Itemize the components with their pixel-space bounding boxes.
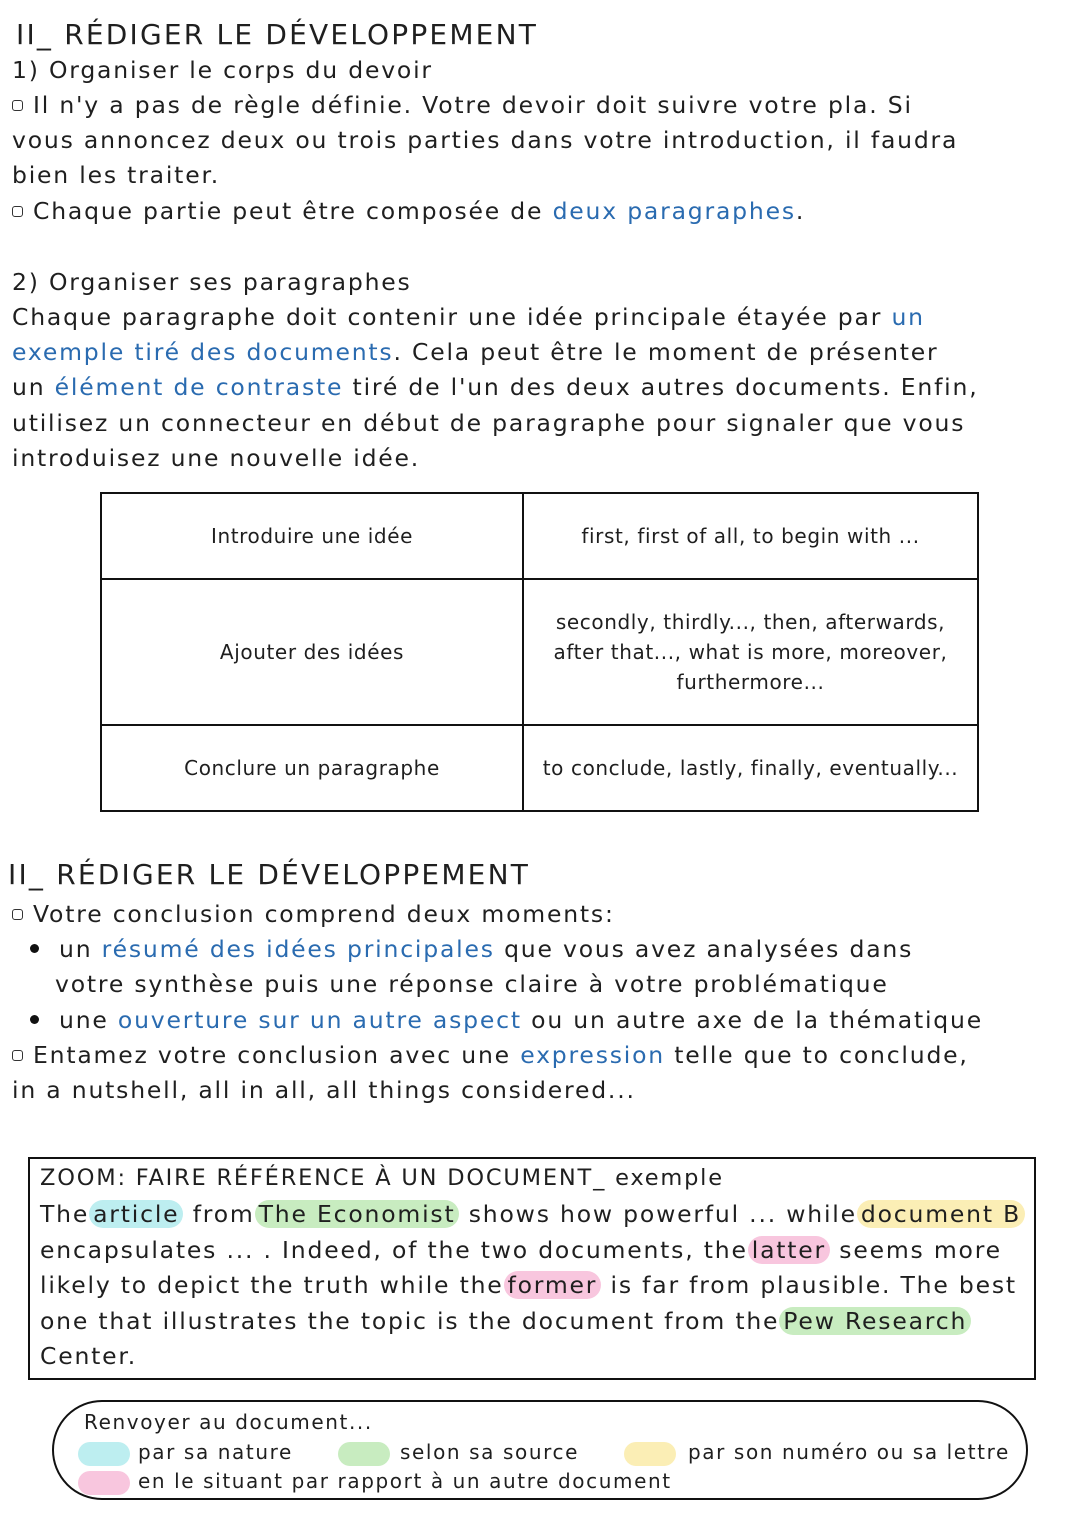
emphasis: résumé des idées principales — [101, 935, 495, 963]
bullet-icon — [12, 909, 23, 920]
list-item: un résumé des idées principales que vous avez analysées dans — [30, 935, 913, 963]
legend-label: en le situant par rapport à un autre document — [138, 1469, 672, 1493]
section2-title: II_ RÉDIGER LE DÉVELOPPEMENT — [8, 858, 531, 891]
highlight-source: The Economist — [255, 1200, 460, 1228]
table-cell-connectors: secondly, thirdly..., then, afterwards, after that..., what is more, moreover, furthermore... — [523, 579, 978, 725]
sub-heading-paragraphes: 2) Organiser ses paragraphes — [12, 268, 412, 296]
table-row — [101, 725, 978, 811]
highlight-source: Pew Research — [779, 1307, 971, 1335]
connector-table — [100, 492, 979, 812]
text-line: bien les traiter. — [12, 161, 221, 189]
text-line: utilisez un connecteur en début de paragraphe pour signaler que vous — [12, 409, 966, 437]
bullet-icon — [12, 1050, 23, 1061]
table-cell-label: Introduire une idée — [101, 493, 523, 579]
legend-label: selon sa source — [400, 1440, 579, 1464]
bullet-icon — [12, 206, 23, 217]
text-line: votre synthèse puis une réponse claire à votre problématique — [55, 970, 889, 998]
text-line: exemple tiré des documents. Cela peut être le moment de présenter — [12, 338, 939, 366]
text-line: The article from The Economist shows how powerful ... while document B — [40, 1200, 1025, 1228]
legend-title: Renvoyer au document... — [84, 1410, 373, 1434]
emphasis: un — [891, 303, 925, 331]
text-line: likely to depict the truth while the former is far from plausible. The best — [40, 1271, 1017, 1299]
emphasis: ouverture sur un autre aspect — [117, 1006, 522, 1034]
text-line: un élément de contraste tiré de l'un des deux autres documents. Enfin, — [12, 373, 979, 401]
highlight-nature: article — [89, 1200, 183, 1228]
bullet-dot-icon — [30, 1015, 39, 1024]
table-cell-label: Ajouter des idées — [101, 579, 523, 725]
table-cell-connectors: to conclude, lastly, finally, eventually... — [523, 725, 978, 811]
bullet-icon — [12, 100, 23, 111]
bullet-line: Entamez votre conclusion avec une expression telle que to conclude, — [12, 1041, 969, 1069]
highlight-relative: latter — [748, 1236, 830, 1264]
emphasis: élément de contraste — [54, 373, 344, 401]
text-line: encapsulates ... . Indeed, of the two documents, the latter seems more — [40, 1236, 1002, 1264]
list-item: une ouverture sur un autre aspect ou un autre axe de la thématique — [30, 1006, 983, 1034]
legend-swatch-yellow — [624, 1442, 676, 1466]
section1-title: II_ RÉDIGER LE DÉVELOPPEMENT — [16, 18, 539, 51]
text-line: Chaque paragraphe doit contenir une idée principale étayée par un — [12, 303, 925, 331]
highlight-number: document B — [857, 1200, 1025, 1228]
legend-swatch-green — [338, 1442, 390, 1466]
legend-label: par son numéro ou sa lettre — [688, 1440, 1010, 1464]
zoom-example-box — [28, 1157, 1036, 1380]
table-cell-label: Conclure un paragraphe — [101, 725, 523, 811]
text-line: in a nutshell, all in all, all things considered... — [12, 1076, 636, 1104]
emphasis: deux paragraphes — [552, 197, 796, 225]
table-row — [101, 579, 978, 725]
bullet-dot-icon — [30, 944, 39, 953]
text-line: Center. — [40, 1342, 138, 1370]
bullet-line: Votre conclusion comprend deux moments: — [12, 900, 615, 928]
text-line: one that illustrates the topic is the document from the Pew Research — [40, 1307, 971, 1335]
legend-box — [52, 1400, 1028, 1500]
bullet-line: Chaque partie peut être composée de deux paragraphes. — [12, 197, 805, 225]
legend-label: par sa nature — [138, 1440, 293, 1464]
legend-swatch-cyan — [78, 1442, 130, 1466]
bullet-line: Il n'y a pas de règle définie. Votre devoir doit suivre votre pla. Si — [12, 91, 913, 119]
emphasis: exemple tiré des documents — [12, 338, 394, 366]
legend-swatch-pink — [78, 1471, 130, 1495]
table-row — [101, 493, 978, 579]
highlight-relative: former — [504, 1271, 602, 1299]
text-line: vous annoncez deux ou trois parties dans votre introduction, il faudra — [12, 126, 959, 154]
zoom-title: ZOOM: FAIRE RÉFÉRENCE À UN DOCUMENT_ exemple — [40, 1165, 724, 1191]
text-line: introduisez une nouvelle idée. — [12, 444, 421, 472]
emphasis: expression — [520, 1041, 665, 1069]
table-cell-connectors: first, first of all, to begin with ... — [523, 493, 978, 579]
sub-heading-corps: 1) Organiser le corps du devoir — [12, 56, 433, 84]
